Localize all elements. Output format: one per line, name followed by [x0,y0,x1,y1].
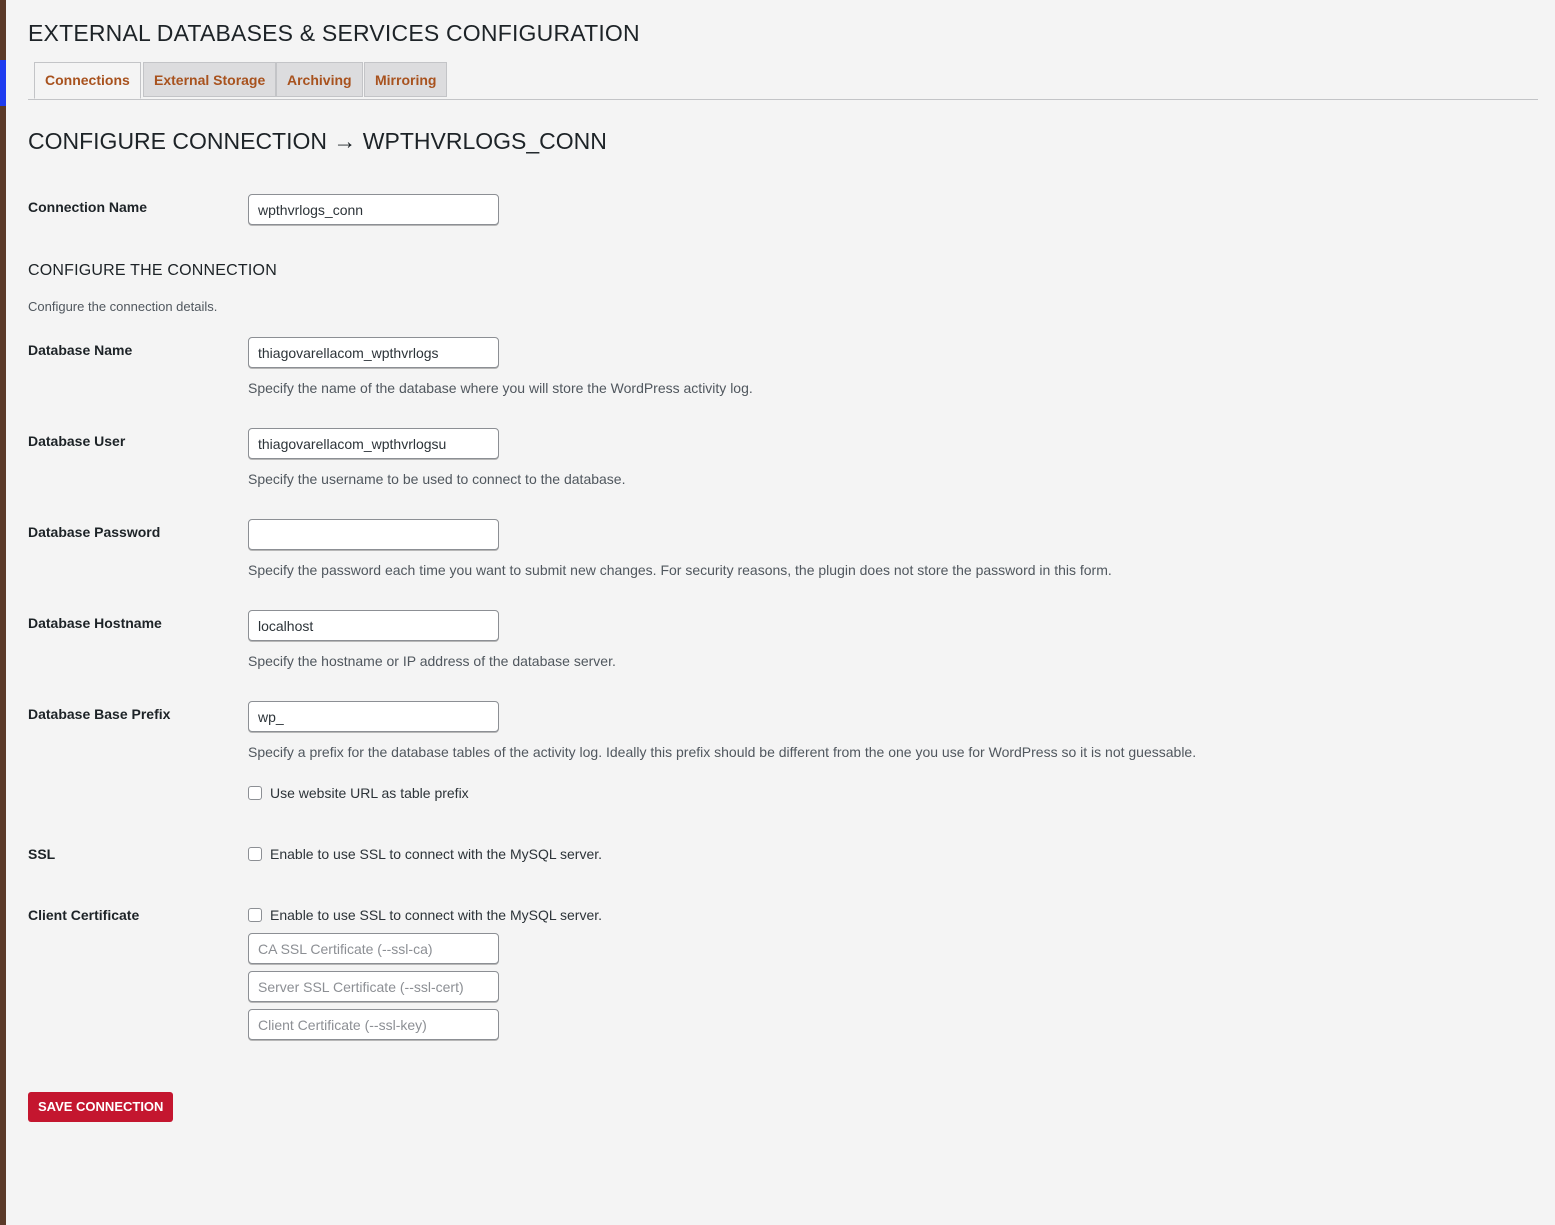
database-prefix-input[interactable] [248,701,499,732]
server-ssl-certificate-input[interactable] [248,971,499,1002]
section-title: CONFIGURE CONNECTION → WPTHVRLOGS_CONN [28,128,607,154]
database-name-help: Specify the name of the database where you will store the WordPress activity log. [248,380,753,396]
page-title: EXTERNAL DATABASES & SERVICES CONFIGURATION [28,20,640,46]
tab-mirroring[interactable]: Mirroring [364,62,447,97]
ssl-checkbox-label: Enable to use SSL to connect with the MySQL server. [270,846,603,862]
database-password-label: Database Password [28,524,161,540]
database-password-help: Specify the password each time you want to submit new changes. For security reasons, the plugin does not store the password in this form. [248,562,1112,578]
tab-archiving[interactable]: Archiving [276,62,363,97]
connection-name-input[interactable] [248,194,499,225]
admin-sidebar-edge [0,0,6,1225]
ca-ssl-certificate-input[interactable] [248,933,499,964]
database-name-label: Database Name [28,342,133,358]
database-hostname-help: Specify the hostname or IP address of the database server. [248,653,616,669]
database-user-input[interactable] [248,428,499,459]
database-hostname-label: Database Hostname [28,615,162,631]
ssl-option[interactable] [248,846,602,862]
tab-connections[interactable]: Connections [34,62,141,99]
database-user-label: Database User [28,433,126,449]
connection-name-label: Connection Name [28,199,148,215]
database-prefix-label: Database Base Prefix [28,706,171,722]
tab-bar [28,62,1538,100]
client-certificate-label: Client Certificate [28,907,140,923]
use-url-prefix-checkbox[interactable] [248,786,262,800]
database-hostname-input[interactable] [248,610,499,641]
admin-sidebar-active-marker [0,60,6,106]
configure-connection-title: CONFIGURE THE CONNECTION [28,262,277,279]
database-password-input[interactable] [248,519,499,550]
use-url-prefix-label: Use website URL as table prefix [270,785,469,801]
client-certificate-checkbox-label: Enable to use SSL to connect with the MySQL server. [270,907,603,923]
use-url-prefix-option[interactable] [248,785,469,801]
ssl-label: SSL [28,846,56,862]
save-connection-button[interactable]: SAVE CONNECTION [28,1092,173,1122]
tab-external-storage[interactable]: External Storage [143,62,276,97]
ssl-checkbox[interactable] [248,847,262,861]
configure-connection-description: Configure the connection details. [28,299,218,314]
client-certificate-checkbox[interactable] [248,908,262,922]
client-certificate-key-input[interactable] [248,1009,499,1040]
database-user-help: Specify the username to be used to connect to the database. [248,471,626,487]
client-certificate-option[interactable] [248,907,602,923]
database-prefix-help: Specify a prefix for the database tables of the activity log. Ideally this prefix should be different from the one you use for WordPress so it is not guessable. [248,744,1197,760]
database-name-input[interactable] [248,337,499,368]
